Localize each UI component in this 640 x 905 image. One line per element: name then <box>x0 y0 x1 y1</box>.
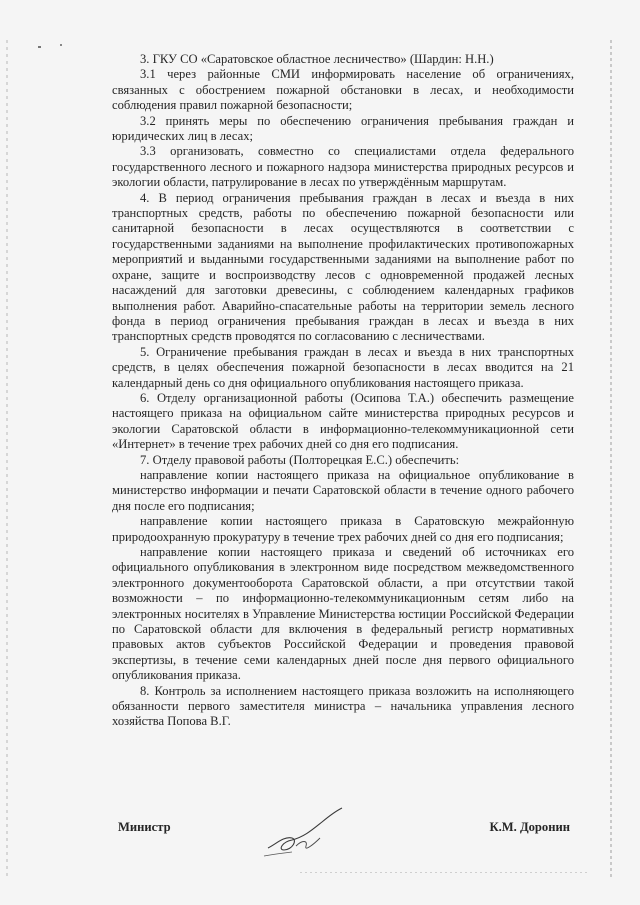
signer-name: К.М. Доронин <box>489 820 570 834</box>
paragraph-3-2: 3.2 принять меры по обеспечению ограничения пребывания граждан и юридических лиц в лесах; <box>112 113 574 144</box>
paragraph-4: 4. В период ограничения пребывания граждан в лесах и въезда в них транспортных средств, работы по обеспечению пожарной безопасности или санитарной безопасности в лесах осуществляются в соответствии с государственными заданиями на выполнение профилактических противопожарных мероприятий и выданными государственными заданиями на выполнение работ по охране, защите и воспроизводству лесов с одновременной продажей лесных насаждений для заготовки древесины, с соблюдением календарных графиков выполнения работ. Аварийно-спасательные работы на территории земель лесного фонда в период ограничения пребывания граждан в лесах и въезда в них транспортных средств проводятся по согласованию с лесничествами. <box>112 190 574 344</box>
signer-position: Министр <box>118 820 171 834</box>
paragraph-5: 5. Ограничение пребывания граждан в лесах и въезда в них транспортных средств, в целях обеспечения пожарной безопасности в лесах вводится на 21 календарный день со дня официального опубликования настоящего приказа. <box>112 344 574 390</box>
scan-speck <box>60 44 62 46</box>
paragraph-7-item-2: направление копии настоящего приказа в Саратовскую межрайонную природоохранную прокуратуру в течение трех рабочих дней со дня его подписания; <box>112 514 574 544</box>
paragraph-3: 3. ГКУ СО «Саратовское областное лесничество» (Шардин: Н.Н.) <box>140 52 494 66</box>
paragraph-8: 8. Контроль за исполнением настоящего приказа возложить на исполняющего обязанности первого заместителя министра – начальника управления лесного хозяйства Попова В.Г. <box>112 683 574 729</box>
paragraph-3-1: 3.1 через районные СМИ информировать население об ограничениях, связанных с обострением пожарной обстановки в лесах, и необходимости соблюдения правил пожарной безопасности; <box>112 67 574 113</box>
paragraph-7-item-1: направление копии настоящего приказа на официальное опубликование в министерство информации и печати Саратовской области в течение одного рабочего дня после его подписания; <box>112 467 574 513</box>
scan-edge-right <box>610 40 612 880</box>
document-body <box>112 52 574 730</box>
paragraph-7: 7. Отделу правовой работы (Полторецкая Е.С.) обеспечить: <box>140 452 460 467</box>
paragraph-7-item-3: направление копии настоящего приказа и сведений об источниках его официального опубликования в электронном виде посредством межведомственного электронного документооборота Саратовской области, а при отсутствии такой возможности – по информационно-телекоммуникационным сетям либо на электронных носителях в Управление Министерства юстиции Российской Федерации по Саратовской области для включения в федеральный регистр нормативных правовых актов субъектов Российской Федерации и проведения правовой экспертизы, в течение семи календарных дней после дня первого официального опубликования приказа. <box>112 545 574 683</box>
paragraph-6: 6. Отделу организационной работы (Осипова Т.А.) обеспечить размещение настоящего приказа на официальном сайте министерства природных ресурсов и экологии Саратовской области в информационно-телекоммуникационной сети «Интернет» в течение трех рабочих дней со дня его подписания. <box>112 390 574 452</box>
scan-edge-bottom <box>300 872 590 873</box>
signature-block <box>118 820 570 840</box>
scan-speck <box>38 46 41 48</box>
paragraph-3-3: 3.3 организовать, совместно со специалистами отдела федерального государственного лесного и пожарного надзора министерства природных ресурсов и экологии области, патрулирование в лесах по утверждённым маршрутам. <box>112 144 574 190</box>
scan-edge-left <box>6 40 8 880</box>
